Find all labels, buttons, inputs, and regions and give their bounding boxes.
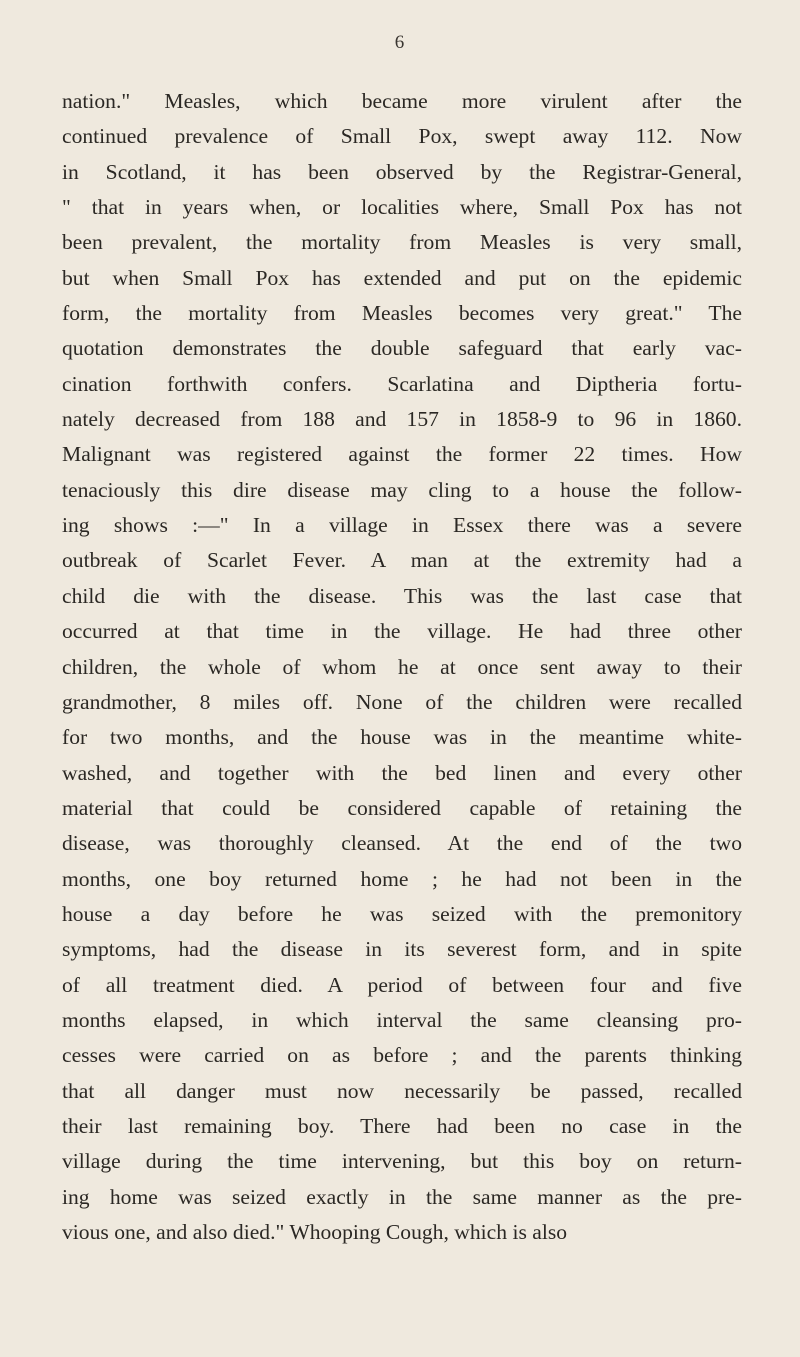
text-line: cesses were carried on as before ; and the parents thinking — [62, 1043, 742, 1068]
text-line: grandmother, 8 miles off. None of the children were recalled — [62, 689, 742, 714]
text-line: but when Small Pox has extended and put on the epidemic — [62, 265, 742, 290]
text-line: nately decreased from 188 and 157 in 1858-9 to 96 in 1860. — [62, 407, 742, 432]
text-line: ing home was seized exactly in the same manner as the pre- — [62, 1184, 742, 1209]
page-number: 6 — [394, 32, 406, 53]
text-line: for two months, and the house was in the meantime white- — [62, 725, 742, 750]
text-line: child die with the disease. This was the last case that — [62, 583, 742, 608]
text-line: outbreak of Scarlet Fever. A man at the extremity had a — [62, 548, 742, 573]
text-line: their last remaining boy. There had been no case in the — [62, 1113, 742, 1138]
text-line: form, the mortality from Measles becomes very great." The — [62, 301, 742, 326]
text-line: of all treatment died. A period of between four and five — [62, 972, 742, 997]
text-line: continued prevalence of Small Pox, swept away 112. Now — [62, 124, 742, 149]
text-line: material that could be considered capable of retaining the — [62, 795, 742, 820]
text-line: been prevalent, the mortality from Measles is very small, — [62, 230, 742, 255]
text-line: occurred at that time in the village. He had three other — [62, 619, 742, 644]
text-line: village during the time intervening, but this boy on return- — [62, 1149, 742, 1174]
text-line: months, one boy returned home ; he had not been in the — [62, 866, 742, 891]
text-line: tenaciously this dire disease may cling to a house the follow- — [62, 477, 742, 502]
text-line: children, the whole of whom he at once sent away to their — [62, 654, 742, 679]
text-line: Malignant was registered against the former 22 times. How — [62, 442, 742, 467]
text-line: symptoms, had the disease in its severest form, and in spite — [62, 937, 742, 962]
text-line: disease, was thoroughly cleansed. At the end of the two — [62, 831, 742, 856]
text-line: nation." Measles, which became more virulent after the — [62, 89, 742, 113]
text-line: house a day before he was seized with the premonitory — [62, 901, 742, 926]
text-line: that all danger must now necessarily be passed, recalled — [62, 1078, 742, 1103]
text-line: ing shows :—" In a village in Essex there was a severe — [62, 513, 742, 538]
text-line: vious one, and also died." Whooping Cough, which is also — [62, 1220, 568, 1244]
text-line: in Scotland, it has been observed by the Registrar-General, — [62, 159, 742, 184]
body-text — [62, 84, 742, 1250]
text-line: " that in years when, or localities where, Small Pox has not — [62, 195, 742, 220]
text-line: washed, and together with the bed linen and every other — [62, 760, 742, 785]
text-line: months elapsed, in which interval the same cleansing pro- — [62, 1007, 742, 1032]
text-line: quotation demonstrates the double safeguard that early vac- — [62, 336, 742, 361]
text-line: cination forthwith confers. Scarlatina and Diptheria fortu- — [62, 371, 742, 396]
